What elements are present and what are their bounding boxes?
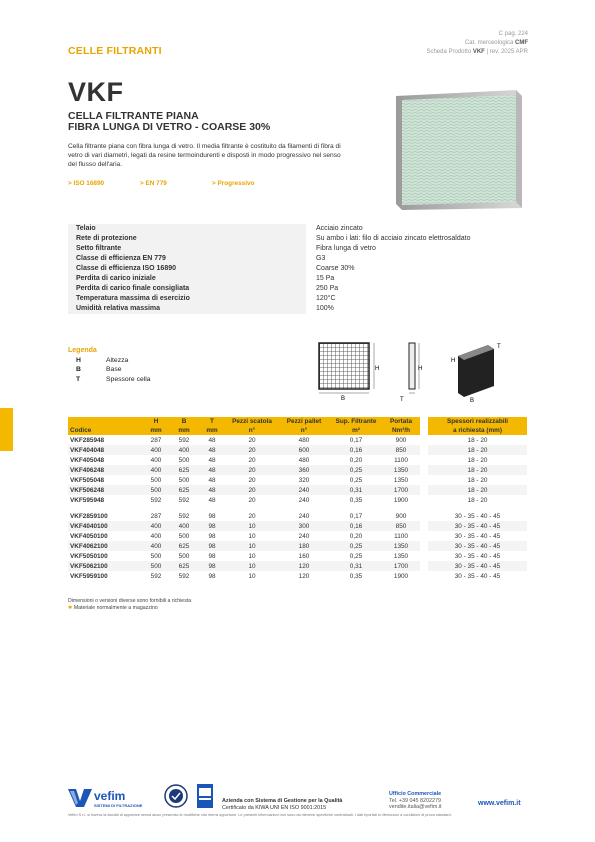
table-cell: 625 [170, 485, 198, 495]
section-title: CELLE FILTRANTI [68, 45, 162, 57]
table-cell: 500 [142, 485, 170, 495]
table-cell: 625 [170, 561, 198, 571]
table-cell: 1350 [393, 476, 409, 484]
table-cell: 180 [278, 541, 330, 551]
table-cell: 20 [248, 496, 256, 504]
table-cell: 20 [248, 476, 256, 484]
table-row [68, 475, 527, 485]
spec-value: 250 Pa [316, 285, 339, 292]
product-description: Cella filtrante piana con fibra lunga di vetro. Il media filtrante è costituito da filamenti di fibra di vetro di vari diametri, legati da resine termoindurenti e disposti in modo progressivo nel senso del flusso dell'aria. [68, 143, 341, 168]
stock-star-icon: ✱ [68, 605, 73, 611]
spec-row [68, 234, 527, 244]
table-cell: 98 [198, 541, 226, 551]
table-cell: 1900 [393, 572, 409, 580]
table-cell: 1900 [393, 496, 409, 504]
table-cell: 287 [150, 512, 162, 520]
table-cell: 592 [150, 572, 162, 580]
table-cell: 30 - 35 - 40 - 45 [454, 572, 501, 580]
table-cell: 500 [178, 456, 190, 464]
spec-table [68, 224, 527, 314]
product-subtitle [68, 111, 270, 133]
table-cell: 500 [178, 532, 190, 540]
legend-item: T Spessore cella [76, 375, 151, 383]
table-cell: 30 - 35 - 40 - 45 [428, 561, 527, 571]
spec-value: Fibra lunga di vetro [316, 245, 376, 252]
table-row [68, 571, 527, 581]
table-cell: 98 [198, 521, 226, 531]
spec-label: Temperatura massima di esercizio [68, 294, 306, 304]
spec-row [68, 264, 527, 274]
table-cell: 10 [226, 521, 278, 531]
spec-label: Telaio [68, 224, 306, 234]
note-custom-sizes: Dimensioni o versioni diverse sono fornibili a richiesta [68, 598, 192, 604]
table-cell: 30 - 35 - 40 - 45 [428, 521, 527, 531]
table-cell: 1350 [393, 552, 409, 560]
subtitle-line-2: FIBRA LUNGA DI VETRO - COARSE 30% [68, 121, 271, 133]
tag-iso: > ISO 16890 [68, 180, 105, 187]
table-cell: 592 [178, 572, 190, 580]
table-cell: 120 [298, 572, 310, 580]
table-cell: 48 [208, 436, 216, 444]
table-cell: 592 [178, 436, 190, 444]
table-cell: 1100 [394, 456, 408, 464]
table-row [68, 551, 527, 561]
contact-phone[interactable]: Tel. +39 045 8202279 [389, 797, 442, 804]
spec-label: Perdita di carico finale consigliata [68, 284, 306, 294]
product-code-cell: VKF506248 [68, 485, 142, 495]
table-row [68, 541, 527, 551]
table-cell: 240 [298, 512, 310, 520]
product-code-cell: VKF5062100 [68, 561, 142, 571]
table-cell: 98 [208, 512, 216, 520]
table-cell: 10 [248, 572, 256, 580]
table-cell: 20 [248, 456, 256, 464]
table-cell: 30 - 35 - 40 - 45 [454, 512, 501, 520]
table-header-units: Codice mm mm mm n° n° m² Nm³/h a richiesta (mm) [68, 426, 527, 435]
table-notes [68, 598, 191, 612]
table-cell: 400 [142, 465, 170, 475]
spec-label: Setto filtrante [68, 244, 306, 254]
table-cell: 400 [142, 541, 170, 551]
website-link[interactable]: www.vefim.it [478, 800, 521, 807]
table-cell: 10 [248, 532, 256, 540]
legend-item: H Altezza [76, 356, 129, 364]
table-cell: 0,31 [330, 561, 382, 571]
table-cell: 20 [226, 465, 278, 475]
table-cell: 0,20 [349, 456, 363, 464]
table-cell: 287 [150, 436, 162, 444]
table-cell: 98 [198, 561, 226, 571]
table-cell: 500 [178, 476, 190, 484]
table-cell: 18 - 20 [428, 445, 527, 455]
spec-label: Perdita di carico iniziale [68, 274, 306, 284]
table-cell: 48 [208, 456, 216, 464]
table-cell: 400 [170, 445, 198, 455]
page-ref: C pag. 224 [498, 31, 528, 37]
kiwa-logo-icon [196, 783, 214, 809]
spec-row [68, 274, 527, 284]
product-code-cell: VKF4050100 [70, 532, 108, 540]
table-cell: 900 [395, 436, 407, 444]
iso-certification [222, 798, 342, 811]
table-row [68, 465, 527, 475]
table-header: H B T Pezzi scatola Pezzi pallet Sup. Filtrante Portata Spessori realizzabili [68, 417, 527, 426]
table-cell: 0,20 [349, 532, 363, 540]
dimension-diagram [316, 340, 526, 402]
table-cell: 240 [298, 496, 310, 504]
product-code-cell: VKF405048 [70, 456, 105, 464]
spec-row [68, 304, 527, 314]
table-cell: 10 [226, 541, 278, 551]
spec-value: 120°C [316, 295, 336, 302]
table-cell: 0,31 [330, 485, 382, 495]
table-cell: 500 [142, 561, 170, 571]
diagram-label-b: B [340, 396, 346, 402]
table-cell: 592 [178, 496, 190, 504]
catalog-line: Cat. merceologica CMF [464, 40, 528, 46]
table-cell: 1700 [382, 485, 420, 495]
product-photo [388, 90, 526, 210]
spec-row [68, 244, 527, 254]
table-cell: 500 [150, 476, 162, 484]
table-cell: 320 [298, 476, 310, 484]
table-cell: 48 [198, 485, 226, 495]
diagram-label-b: B [470, 398, 475, 402]
table-cell: 480 [298, 456, 310, 464]
table-cell: 850 [382, 445, 420, 455]
iso-line-1: Azienda con Sistema di Gestione per la Qualità [222, 798, 343, 804]
table-cell: 0,25 [349, 476, 363, 484]
table-cell: 400 [150, 532, 162, 540]
spec-value: Su ambo i lati: filo di acciaio zincato elettrosaldato [316, 235, 471, 242]
table-cell: 240 [278, 485, 330, 495]
spec-value: 15 Pa [316, 275, 335, 282]
table-cell: 1350 [382, 465, 420, 475]
table-cell: 18 - 20 [428, 465, 527, 475]
brand-name: vefim [94, 789, 126, 803]
table-cell: 30 - 35 - 40 - 45 [454, 552, 501, 560]
table-cell: 400 [142, 445, 170, 455]
contacts [389, 791, 442, 811]
table-cell: 48 [208, 496, 216, 504]
table-row [68, 455, 527, 465]
table-cell: 98 [208, 552, 216, 560]
table-cell: 300 [278, 521, 330, 531]
product-code-cell: VKF285948 [70, 436, 105, 444]
diagram-label-t: T [400, 397, 404, 402]
table-cell: 0,25 [330, 465, 382, 475]
spec-label: Classe di efficienza ISO 16890 [68, 264, 306, 274]
product-code-cell: VKF505048 [70, 476, 105, 484]
diagram-label-t: T [497, 344, 501, 350]
spec-row [68, 284, 527, 294]
table-row [68, 561, 527, 571]
table-cell: 0,17 [349, 512, 363, 520]
table-cell: 592 [178, 512, 190, 520]
note-stock: ✱ Materiale normalmente a magazzino [68, 605, 158, 611]
table-cell: 18 - 20 [467, 456, 488, 464]
table-cell: 400 [170, 521, 198, 531]
spec-row [68, 254, 527, 264]
contact-email[interactable]: vendite.italia@vefim.it [389, 804, 442, 810]
subtitle-line-1: CELLA FILTRANTE PIANA [68, 110, 199, 122]
table-cell: 900 [395, 512, 407, 520]
legend-item: B Base [76, 366, 122, 373]
table-cell: 0,16 [330, 521, 382, 531]
table-row [68, 445, 527, 455]
section-tab [0, 408, 13, 451]
spec-label: Classe di efficienza EN 779 [68, 254, 306, 264]
contact-title: Ufficio Commerciale [389, 791, 442, 797]
table-cell: 0,17 [349, 436, 363, 444]
table-cell: 240 [298, 532, 310, 540]
table-cell: 48 [198, 465, 226, 475]
diagram-label-h: H [418, 366, 423, 372]
table-cell: 0,35 [349, 572, 363, 580]
table-cell: 1700 [382, 561, 420, 571]
product-code-cell: VKF595948 [70, 496, 105, 504]
document-reference [426, 30, 528, 57]
table-cell: 850 [382, 521, 420, 531]
table-cell: 20 [248, 436, 256, 444]
table-cell: 625 [170, 541, 198, 551]
table-cell: 1100 [394, 532, 408, 540]
spec-value: Coarse 30% [316, 265, 355, 272]
table-cell: 10 [248, 552, 256, 560]
spec-label: Umidità relativa massima [68, 304, 306, 314]
brand-sub: SISTEMI DI FILTRAZIONE [94, 803, 143, 808]
company-logo [68, 787, 160, 809]
table-cell: 98 [208, 572, 216, 580]
product-code-cell: VKF2859100 [70, 512, 108, 520]
table-cell: 48 [198, 445, 226, 455]
sheet-line: Scheda Prodotto VKF | rev. 2025 APR [426, 49, 528, 55]
legend [68, 346, 151, 384]
table-row [68, 511, 527, 521]
product-code-cell: VKF4040100 [68, 521, 142, 531]
diagram-label-h: H [375, 366, 380, 372]
table-cell: 120 [278, 561, 330, 571]
table-cell: 18 - 20 [467, 436, 488, 444]
spec-value: G3 [316, 255, 326, 262]
table-cell: 360 [278, 465, 330, 475]
table-cell: 30 - 35 - 40 - 45 [454, 532, 501, 540]
certification-seal-icon [164, 784, 188, 810]
legend-title: Legenda [68, 347, 97, 354]
table-cell: 592 [150, 496, 162, 504]
table-cell: 1350 [382, 541, 420, 551]
spec-row [68, 224, 527, 234]
table-row [68, 485, 527, 495]
product-code-cell: VKF404048 [68, 445, 142, 455]
vefim-logo-icon [68, 787, 160, 809]
product-code: VKF [68, 77, 124, 107]
product-code-cell: VKF406248 [68, 465, 142, 475]
product-code-cell: VKF4062100 [68, 541, 142, 551]
table-row [68, 495, 527, 505]
table-cell: 500 [178, 552, 190, 560]
diagram-label-h: H [451, 358, 456, 364]
tag-progressive: > Progressivo [212, 180, 255, 187]
table-cell: 18 - 20 [467, 496, 488, 504]
product-code-cell: VKF5959100 [70, 572, 108, 580]
table-cell: 20 [226, 485, 278, 495]
table-cell: 18 - 20 [467, 476, 488, 484]
spec-row [68, 294, 527, 304]
table-cell: 20 [248, 512, 256, 520]
table-cell: 625 [170, 465, 198, 475]
table-cell: 400 [150, 456, 162, 464]
table-cell: 48 [208, 476, 216, 484]
table-cell: 480 [298, 436, 310, 444]
table-row [68, 531, 527, 541]
table-cell: 0,16 [330, 445, 382, 455]
table-cell: 0,25 [330, 541, 382, 551]
table-cell: 500 [150, 552, 162, 560]
table-cell: 0,25 [349, 552, 363, 560]
product-table [68, 417, 527, 581]
product-code-cell: VKF5050100 [70, 552, 108, 560]
table-cell: 98 [208, 532, 216, 540]
spec-value: 100% [316, 305, 334, 312]
tag-en: > EN 779 [140, 180, 167, 187]
table-cell: 20 [226, 445, 278, 455]
table-cell: 0,35 [349, 496, 363, 504]
table-cell: 400 [142, 521, 170, 531]
standard-tags [68, 180, 254, 187]
iso-line-2: Certificato da KIWA UNI EN ISO 9001:2015 [222, 804, 327, 811]
table-row [68, 521, 527, 531]
table-cell: 18 - 20 [428, 485, 527, 495]
table-cell: 30 - 35 - 40 - 45 [428, 541, 527, 551]
fine-print: Vefim S.r.l. si riserva la facoltà di apportare senza alcun preavviso le modifiche che riterrà opportune. Le presenti informazioni non sono da ritenersi specifiche contrattuali. I dati riportati si riferiscono a condizioni di prova standard. [68, 813, 452, 817]
table-row [68, 435, 527, 445]
spec-value: Acciaio zincato [316, 225, 363, 232]
table-cell: 10 [226, 561, 278, 571]
spec-label: Rete di protezione [68, 234, 306, 244]
table-cell: 160 [298, 552, 310, 560]
table-cell: 600 [278, 445, 330, 455]
